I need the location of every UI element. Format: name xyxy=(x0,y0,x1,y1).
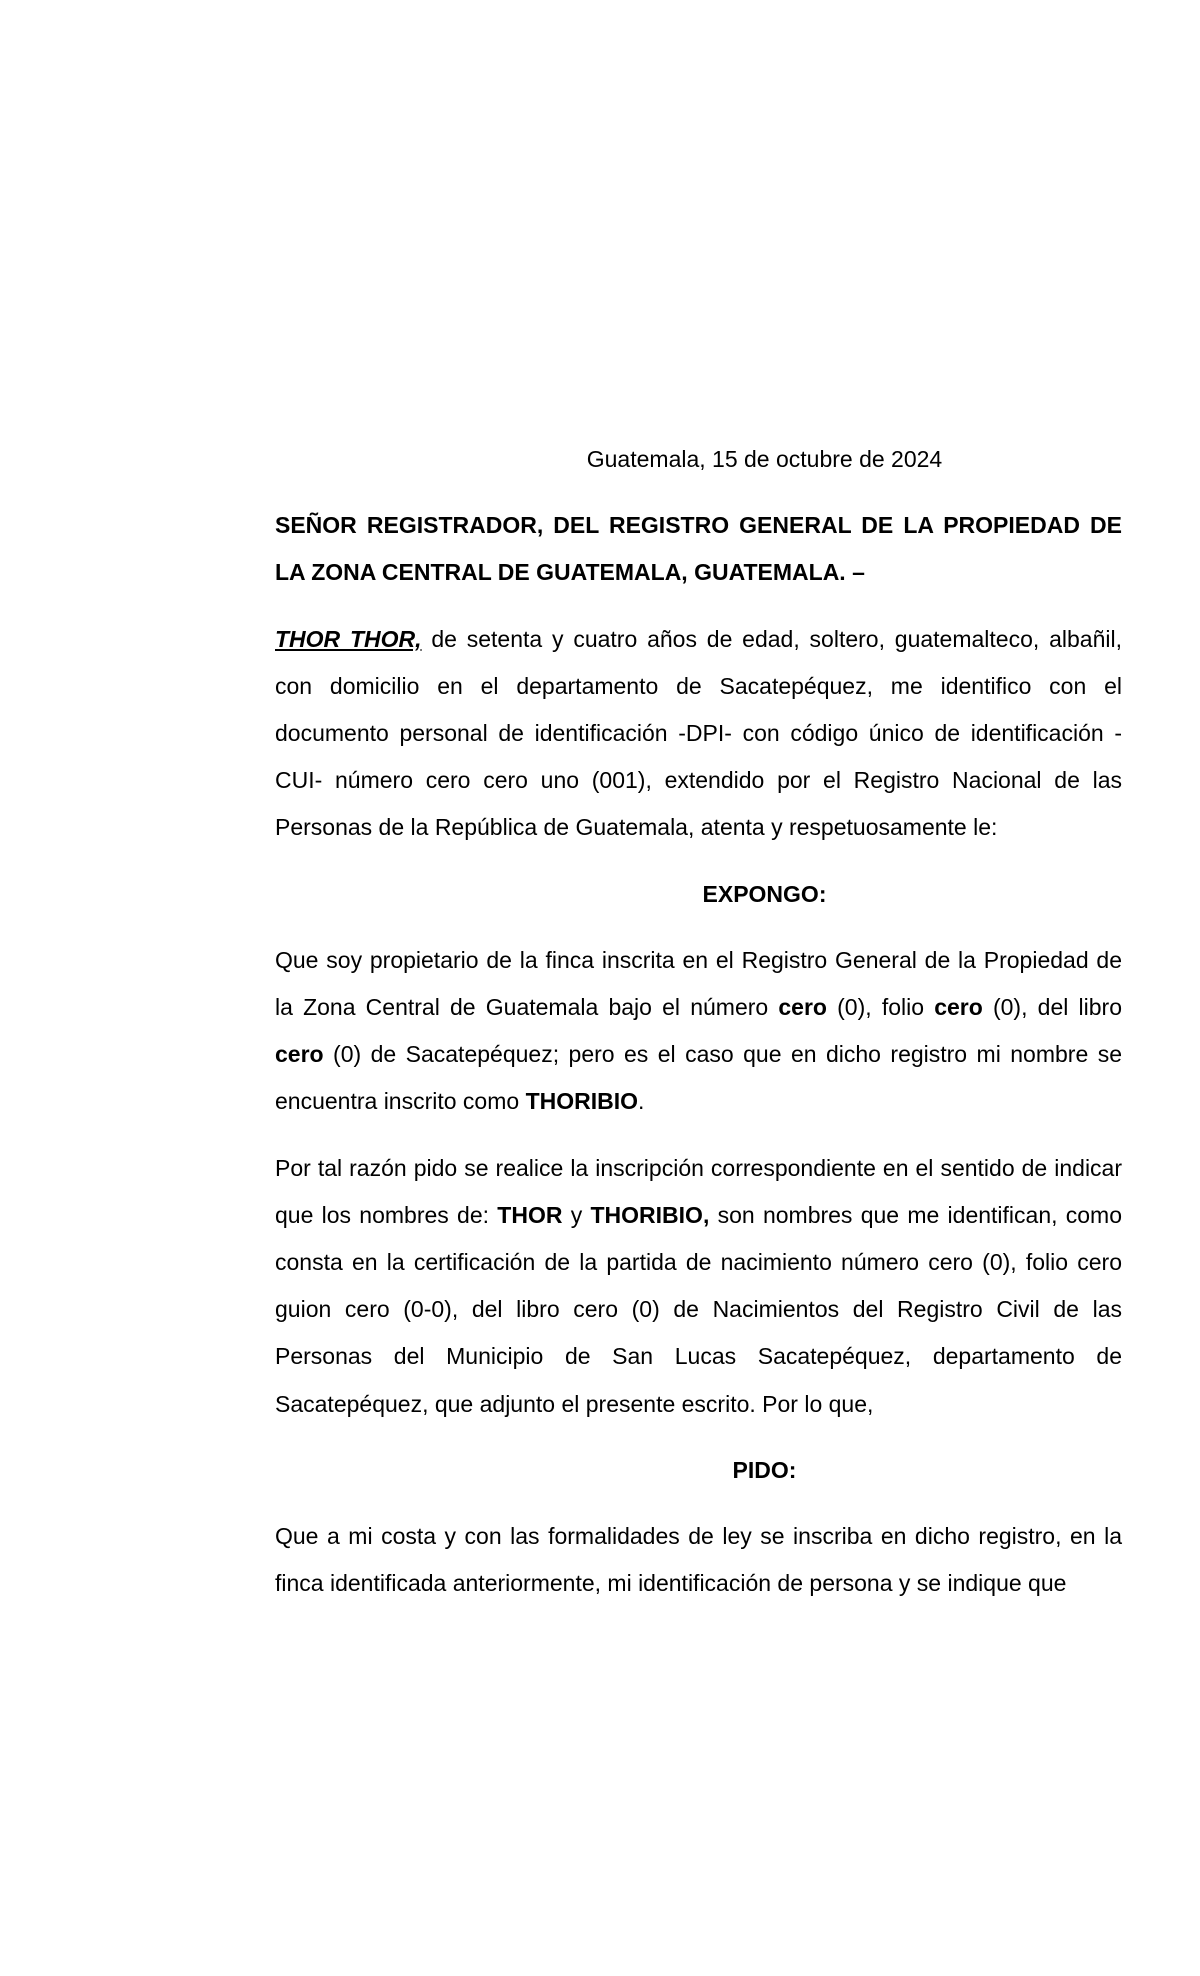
bold-segment: THORIBIO, xyxy=(590,1201,710,1228)
bold-segment: THOR xyxy=(497,1201,563,1228)
addressee: SEÑOR REGISTRADOR, DEL REGISTRO GENERAL DE LA PROPIEDAD DE LA ZONA CENTRAL DE GUATEMALA, GUATEMALA. – xyxy=(275,512,1122,586)
intro-text: de setenta y cuatro años de edad, soltero, guatemalteco, albañil, con domicilio en el departamento de Sacatepéquez, me identifico con el documento personal de identificación -DPI- con código único de identificación -CUI- número cero cero uno (001), extendido por el Registro Nacional de las Personas de la República de Guatemala, atenta y respetuosamente le: xyxy=(275,625,1122,841)
bold-segment: cero xyxy=(934,994,983,1021)
text-segment: y xyxy=(562,1201,591,1228)
text-segment: Por tal razón pido se realice la inscripción correspondiente en el sentido de indicar que los nombres de: xyxy=(275,1154,1122,1228)
intro-paragraph xyxy=(275,616,1122,852)
text-segment: son nombres que me identifican, como consta en la certificación de la partida de nacimiento número cero (0), folio cero guion cero (0-0), del libro cero (0) de Nacimientos del Registro Civil de las Personas del Municipio de San Lucas Sacatepéquez, departamento de Sacatepéquez, que adjunto el presente escrito. Por lo que, xyxy=(275,1201,1123,1417)
paragraph-request-reason xyxy=(275,1145,1122,1428)
bold-segment: cero xyxy=(275,1041,324,1068)
paragraph-ownership xyxy=(275,937,1122,1126)
text-segment: Que soy propietario de la finca inscrita en el Registro General de la Propiedad de la Zona Central de Guatemala bajo el número xyxy=(275,946,1122,1021)
heading-pido: PIDO: xyxy=(732,1456,797,1483)
paragraph-petition: Que a mi costa y con las formalidades de ley se inscriba en dicho registro, en la finca identificada anteriormente, mi identificación de persona y se indique que xyxy=(275,1523,1122,1597)
bold-segment: cero xyxy=(778,994,827,1021)
heading-expongo: EXPONGO: xyxy=(702,880,827,907)
bold-segment: THORIBIO xyxy=(525,1088,639,1115)
text-segment: (0), del libro xyxy=(982,994,1122,1021)
text-segment: (0), folio xyxy=(826,994,935,1021)
document-content xyxy=(275,436,1122,1626)
text-segment: (0) de Sacatepéquez; pero es el caso que en dicho registro mi nombre se encuentra inscrito como xyxy=(275,1041,1122,1115)
date-line: Guatemala, 15 de octubre de 2024 xyxy=(586,446,943,472)
petitioner-name: THOR THOR, xyxy=(275,625,422,652)
text-segment: . xyxy=(638,1088,645,1115)
